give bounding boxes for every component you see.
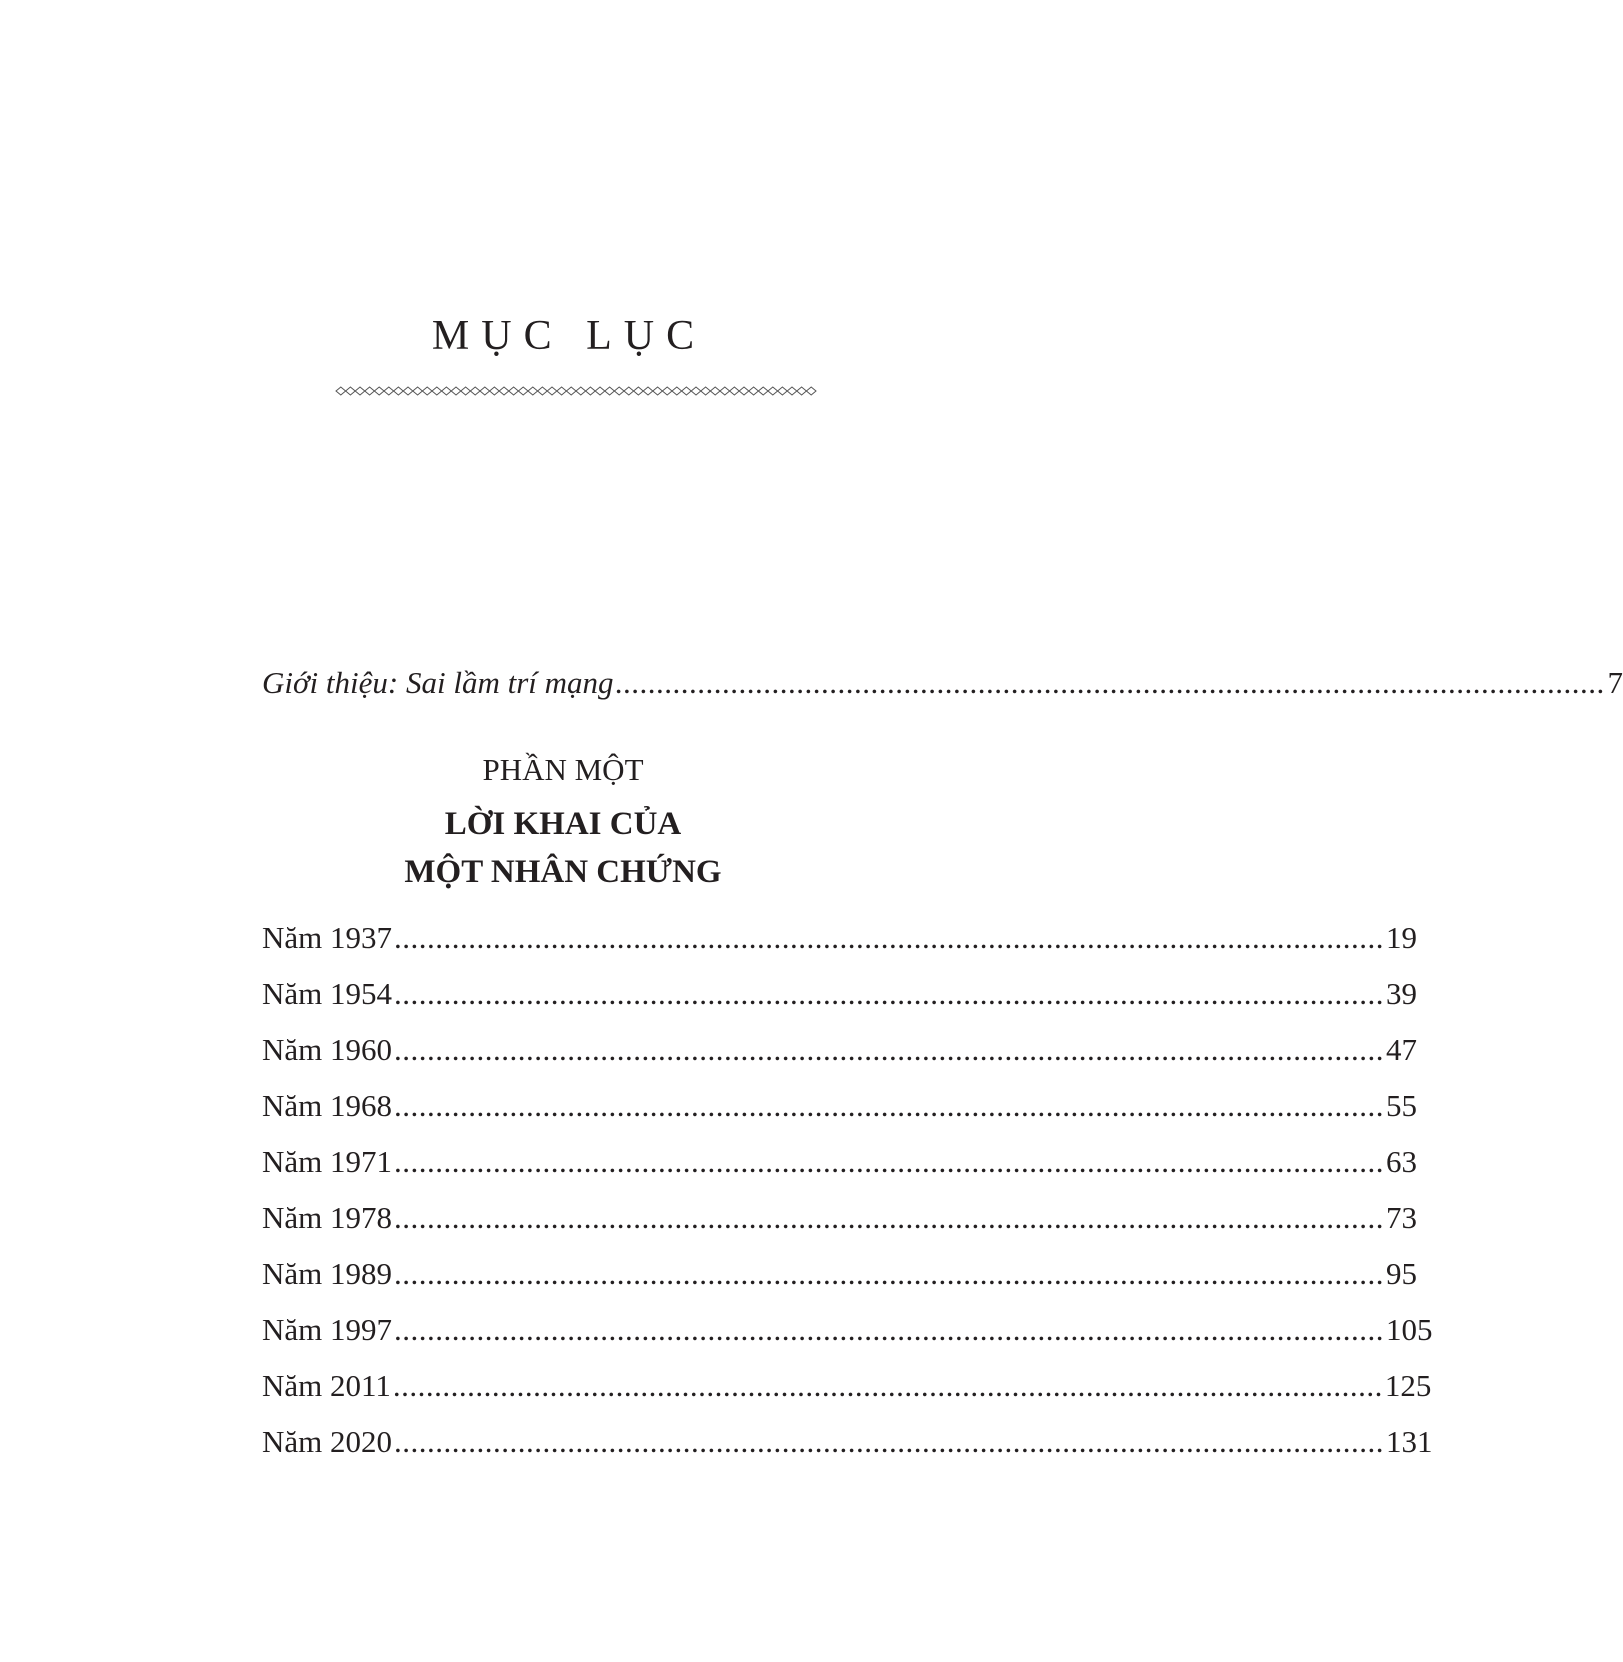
- diamond-ornament-mark: [614, 387, 624, 395]
- diamond-ornament-mark: [749, 387, 759, 395]
- toc-entry-page: 19: [1386, 920, 1418, 955]
- diamond-ornament-mark: [643, 387, 653, 395]
- toc-entry-intro[interactable]: [262, 665, 1623, 701]
- diamond-ornament-mark: [394, 387, 404, 395]
- toc-entry[interactable]: [262, 976, 1418, 1012]
- toc-entry-page: 7: [1607, 665, 1623, 700]
- diamond-ornament-mark: [682, 387, 692, 395]
- toc-entry-page: 131: [1386, 1424, 1433, 1459]
- toc-entry-label: Giới thiệu: Sai lầm trí mạng: [262, 665, 614, 700]
- toc-entry[interactable]: [262, 1368, 1432, 1404]
- diamond-ornament-mark: [653, 387, 663, 395]
- toc-entry-label: Năm 1954: [262, 976, 393, 1011]
- toc-entry-page: 63: [1386, 1144, 1418, 1179]
- part-label: PHẦN MỘT: [482, 752, 644, 787]
- toc-entry[interactable]: [262, 1256, 1418, 1292]
- diamond-ornament-mark: [518, 387, 528, 395]
- diamond-ornament-mark: [461, 387, 471, 395]
- diamond-ornament-mark: [624, 387, 634, 395]
- dot-leader: ........................................................................................................................: [394, 1088, 1385, 1123]
- diamond-ornament-mark: [403, 387, 413, 395]
- diamond-ornament-divider: [336, 384, 816, 398]
- dot-leader: ........................................................................................................................: [394, 1032, 1385, 1067]
- diamond-ornament-mark: [710, 387, 720, 395]
- diamond-ornament-mark: [576, 387, 586, 395]
- diamond-ornament-mark: [797, 387, 807, 395]
- diamond-ornament-mark: [634, 387, 644, 395]
- diamond-ornament-mark: [566, 387, 576, 395]
- toc-entry[interactable]: [262, 1088, 1418, 1124]
- diamond-ornament-mark: [768, 387, 778, 395]
- dot-leader: ........................................................................................................................: [394, 976, 1385, 1011]
- diamond-ornament-mark: [490, 387, 500, 395]
- diamond-ornament-mark: [547, 387, 557, 395]
- diamond-ornament-mark: [384, 387, 394, 395]
- toc-entry-page: 39: [1386, 976, 1418, 1011]
- dot-leader: ........................................................................................................................: [394, 1424, 1385, 1459]
- toc-entry-label: Năm 2011: [262, 1368, 391, 1403]
- diamond-ornament-mark: [538, 387, 548, 395]
- toc-entry-page: 47: [1386, 1032, 1418, 1067]
- diamond-ornament-mark: [413, 387, 423, 395]
- toc-entry-label: Năm 1997: [262, 1312, 393, 1347]
- diamond-ornament-mark: [672, 387, 682, 395]
- diamond-ornament-mark: [778, 387, 788, 395]
- diamond-ornament-mark: [586, 387, 596, 395]
- toc-entry-label: Năm 2020: [262, 1424, 393, 1459]
- diamond-ornament-mark: [470, 387, 480, 395]
- toc-entry-page: 105: [1386, 1312, 1433, 1347]
- diamond-ornament-mark: [355, 387, 365, 395]
- diamond-ornament-mark: [806, 387, 816, 395]
- diamond-ornament-mark: [528, 387, 538, 395]
- diamond-ornament-mark: [739, 387, 749, 395]
- diamond-ornament-mark: [701, 387, 711, 395]
- dot-leader: ........................................................................................................................: [394, 1144, 1385, 1179]
- diamond-ornament-mark: [432, 387, 442, 395]
- toc-entry-label: Năm 1968: [262, 1088, 393, 1123]
- toc-entry-page: 95: [1386, 1256, 1418, 1291]
- toc-entry[interactable]: [262, 920, 1418, 956]
- toc-entry-label: Năm 1989: [262, 1256, 393, 1291]
- toc-entry-label: Năm 1937: [262, 920, 393, 955]
- diamond-ornament-mark: [787, 387, 797, 395]
- toc-entry[interactable]: [262, 1032, 1418, 1068]
- diamond-ornament-mark: [346, 387, 356, 395]
- diamond-ornament-mark: [336, 387, 346, 395]
- diamond-ornament-mark: [422, 387, 432, 395]
- diamond-ornament-mark: [509, 387, 519, 395]
- diamond-ornament-mark: [499, 387, 509, 395]
- dot-leader: ........................................................................................................................: [394, 1200, 1385, 1235]
- toc-entry-label: Năm 1978: [262, 1200, 393, 1235]
- dot-leader: ........................................................................................................................: [615, 665, 1606, 700]
- diamond-ornament-mark: [662, 387, 672, 395]
- diamond-ornament-mark: [595, 387, 605, 395]
- toc-entry[interactable]: [262, 1144, 1418, 1180]
- dot-leader: ........................................................................................................................: [394, 1256, 1385, 1291]
- diamond-ornament-mark: [442, 387, 452, 395]
- diamond-ornament-mark: [691, 387, 701, 395]
- toc-entry-label: Năm 1960: [262, 1032, 393, 1067]
- dot-leader: ........................................................................................................................: [394, 920, 1385, 955]
- toc-entry-label: Năm 1971: [262, 1144, 393, 1179]
- diamond-ornament-mark: [557, 387, 567, 395]
- part-title-line-1: LỜI KHAI CỦA: [444, 806, 682, 842]
- diamond-ornament-mark: [720, 387, 730, 395]
- toc-entry-page: 125: [1384, 1368, 1432, 1403]
- diamond-ornament-mark: [758, 387, 768, 395]
- toc-entry[interactable]: [262, 1424, 1433, 1460]
- diamond-ornament-mark: [730, 387, 740, 395]
- part-title-line-2: MỘT NHÂN CHỨNG: [404, 854, 722, 890]
- diamond-ornament-mark: [374, 387, 384, 395]
- dot-leader: ........................................................................................................................: [392, 1368, 1383, 1403]
- diamond-ornament-mark: [480, 387, 490, 395]
- toc-entry[interactable]: [262, 1312, 1433, 1348]
- toc-entry[interactable]: [262, 1200, 1418, 1236]
- diamond-ornament-mark: [365, 387, 375, 395]
- toc-entry-page: 55: [1386, 1088, 1418, 1123]
- diamond-ornament-mark: [451, 387, 461, 395]
- toc-entry-page: 73: [1386, 1200, 1418, 1235]
- page-title: MỤC LỤC: [431, 313, 707, 359]
- diamond-ornament-mark: [605, 387, 615, 395]
- dot-leader: ........................................................................................................................: [394, 1312, 1385, 1347]
